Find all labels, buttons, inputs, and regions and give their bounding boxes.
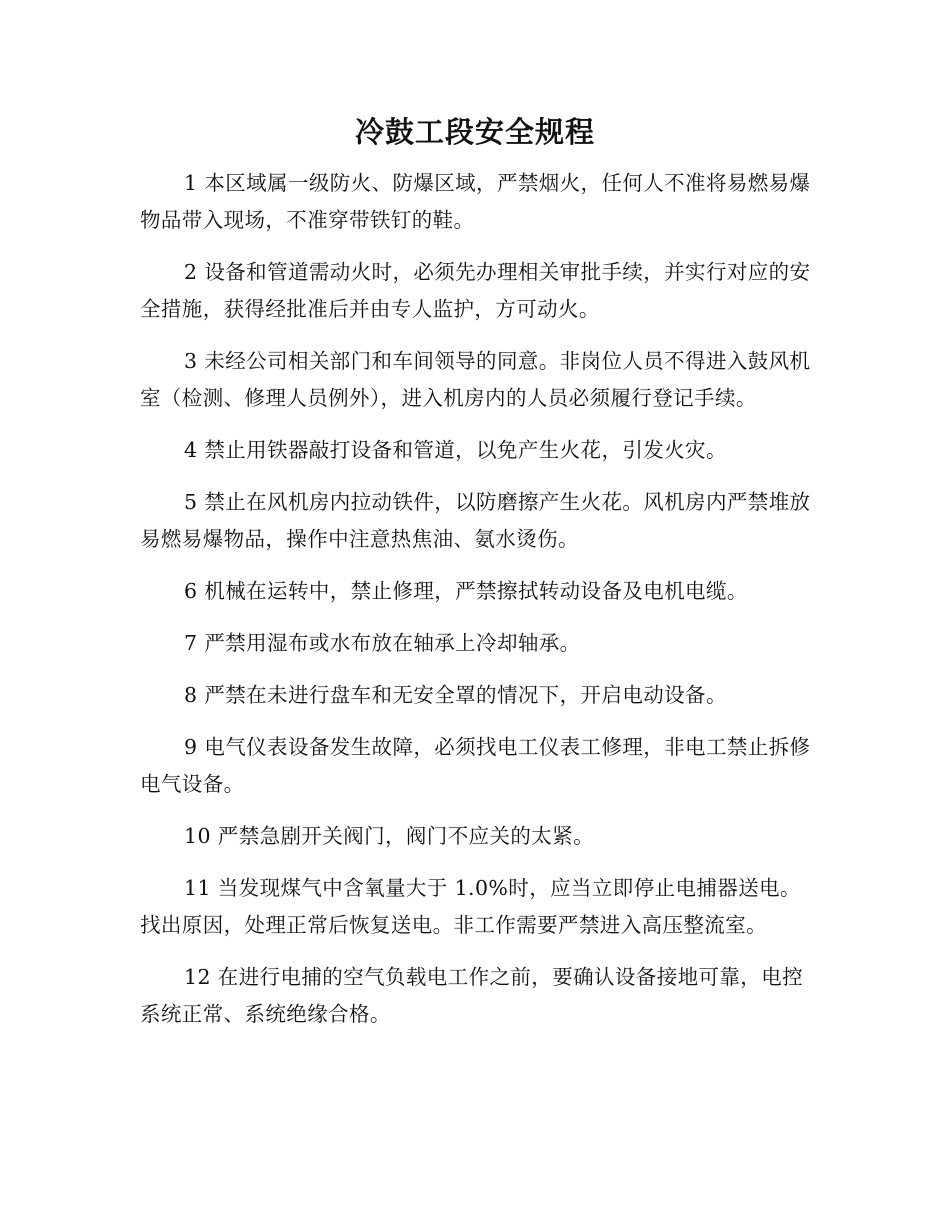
regulation-item-9: 9 电气仪表设备发生故障，必须找电工仪表工修理，非电工禁止拆修电气设备。 [140,735,811,796]
regulation-item-6: 6 机械在运转中，禁止修理，严禁擦拭转动设备及电机电缆。 [184,579,748,603]
regulation-item-1: 1 本区域属一级防火、防爆区域，严禁烟火，任何人不准将易燃易爆物品带入现场，不准穿带铁钉的鞋。 [140,171,811,232]
regulation-item-5: 5 禁止在风机房内拉动铁件，以防磨擦产生火花。风机房内严禁堆放易燃易爆物品，操作中注意热焦油、氨水烫伤。 [140,490,811,551]
regulation-item-7: 7 严禁用湿布或水布放在轴承上冷却轴承。 [184,631,581,655]
regulation-body [140,165,812,1048]
regulation-item-2: 2 设备和管道需动火时，必须先办理相关审批手续，并实行对应的安全措施，获得经批准后并由专人监护，方可动火。 [140,260,811,321]
regulation-item-8: 8 严禁在未进行盘车和无安全罩的情况下，开启电动设备。 [184,683,727,707]
regulation-item-10: 10 严禁急剧开关阀门，阀门不应关的太紧。 [184,824,595,848]
document-title: 冷鼓工段安全规程 [354,115,595,149]
regulation-item-3: 3 未经公司相关部门和车间领导的同意。非岗位人员不得进入鼓风机室（检测、修理人员例外），进入机房内的人员必须履行登记手续。 [140,349,811,410]
regulation-item-12: 12 在进行电捕的空气负载电工作之前，要确认设备接地可靠，电控系统正常、系统绝缘合格。 [140,965,803,1026]
regulation-item-11: 11 当发现煤气中含氧量大于 1.0%时，应当立即停止电捕器送电。找出原因，处理正常后恢复送电。非工作需要严禁进入高压整流室。 [140,876,801,937]
regulation-item-4: 4 禁止用铁器敲打设备和管道，以免产生火花，引发火灾。 [184,438,727,462]
